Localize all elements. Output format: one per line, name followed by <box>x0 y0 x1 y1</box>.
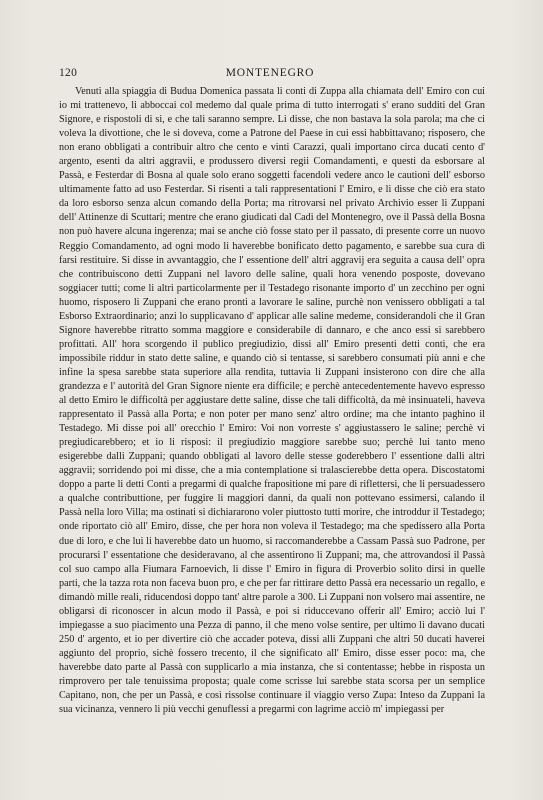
body-paragraph: Venuti alla spiaggia di Budua Domenica passata li conti di Zuppa alla chiamata dell' Emiro con cui io mi trattenevo, li abboccai col medemo dal quale prima di tutto interrogati s' erano sudditi del Gran Signore, e rispostoli di si, e che tali saranno sempre. Li disse, che non bastava la sola parola; ma che ci voleva la divottione, che le si doveva, come a Patrone del Paese in cui essi habbittavano; risposero, che non erano obbligati a contribuir altro che cento e vinti Carazzi, quali importano circa ducati cento d' argento, esenti da altri aggravii, e produssero diversi regii Comandamenti, e questi da esborsare al Passà, e Festerdar di Bosna al quale solo erano soggetti facendoli vedere anco le cautioni dell' esborso ultimamente fatto ad uso Festerdar. Si risenti a tali rappresentationi l' Emiro, e li disse che ciò era stato da loro esborso senza alcun comando della Porta; ma ritrovarsi nel privato Archivio esser li Zuppani dell' Attinenze di Scuttari; mentre che erano giudicati dal Cadi del Montenegro, ove il Passà della Bosna non può havere alcuna ingerenza; mai se anche ciò fosse stato per il passato, di presente corre un nuovo Reggio Comandamento, ad ogni modo li haverebbe bonificato detto pagamento, e sarebbe sua cura di farsi restituire. Si disse in avvantaggio, che l' essentione dell' altri aggravij era seguita a causa dell' opra che contribuiscono detti Zuppani nel lavoro delle saline, quali hora venendo posposte, dovevano soggiacer tutti; come li altri particolarmente per il Testadego risonante importo d' un zecchino per ogni huomo, risposero li Zuppani che erano pronti a lavorare le saline, purchè non venissero obbligati a tal Esborso Extraordinario; anzi lo supplicavano d' applicar alle saline medeme, considerandoli che il Gran Signore haverebbe ritratto somma maggiore e considerabile di dannaro, e che anco essi si sarebbero profittati. All' hora scorgendo il publico pregiudizio, dissi all' Emiro presenti detti conti, che era impossibile riddur in stato dette saline, e quando ciò si tentasse, si sarebbero consumati più anni e che infine la spesa sarebbe stata superiore alla rendita, tuttavia li Zuppani insisterono con dire che alla grandezza e l' autorità del Gran Signore niente era difficile; e perchè antecedentemente havevo espresso al detto Emiro le difficoltà per aggiustare dette saline, disse che tali difficoltà, da mè insinuateli, haveva rappresentato il Passà alla Porta; e non poter per mano senz' altro ordine; ma che intanto paghino il Testadego. Mi disse poi all' orecchio l' Emiro: Voi non vorreste s' aggiustassero le saline; perchè vi pregiudicarebbero; et io li risposi: il pregiudizio maggiore sarebbe suo; perchè lui tanto meno esigerebbe dalli Zuppani; quando obbligati al lavoro delle stesse goderebbero l' essentione dalli altri aggravii; sorridendo poi mi disse, che a mia contemplatione si tralascierebbe detta opera. Discostatomi doppo a parte li detti Conti a pregarmi di qualche frapositione mi pare di riflettersi, che li persuadessero a qualche contributtione, per fuggire li maggiori danni, da quali non pottevano essimersi, calando il Passà nella loro Villa; ma ostinati si dichiararono voler piuttosto tutti morire, che introddur il Testadego; onde riportato ciò all' Emiro, disse, che per hora non voleva il Testadego; ma che spedissero alla Porta due di loro, e che lui li haverebbe dato un huomo, si raccomanderebbe a Cassam Passà suo Padrone, per procurarsi l' essentatione che desideravano, al che assentirono li Zuppani; ma, che attrovandosi il Passà col suo campo alla Fiumara Farnoevich, li disse l' Emiro in figura di Proverbio solito dirsi in quelle parti, che la tazza rota non faceva buon pro, e che per far rittirare detto Passà era necessario un regallo, e dimandò mille reali, riducendosi doppo tant' altre parole a 300. Li Zuppani non volsero mai assentire, ne obligarsi di riconoscer in alcun modo il Passà, e poi si riduccevano offerir all' Emiro; acciò lui l' impiegasse a suo piacimento una Pezza di panno, il che meno volse sentire, per ultimo li davano ducati 250 d' argento, et io per divertire ciò che accader poteva, dissi alli Zuppani che altri 50 ducati haverei aggiunto del proprio, sichè fossero trecento, il che significato all' Emiro, disse esser poco: ma, che haverebbe dato parte al Passà con supplicarlo a mia instanza, che si contentasse; hebbe in risposta un rimprovero per tale tenuissima proposta; quale come scrisse lui sarebbe stata scorsa per un semplice Capitano, non, che per un Passà, e così rissolse continuare il viaggio verso Zupa: Inteso da Zuppani la sua vicinanza, vennero li più vecchi genuflessi a pregarmi con lagrime acciò m' impiegassi per <box>59 86 485 716</box>
page-header <box>59 67 481 83</box>
running-title: MONTENEGRO <box>225 67 315 79</box>
page-number: 120 <box>59 67 78 79</box>
